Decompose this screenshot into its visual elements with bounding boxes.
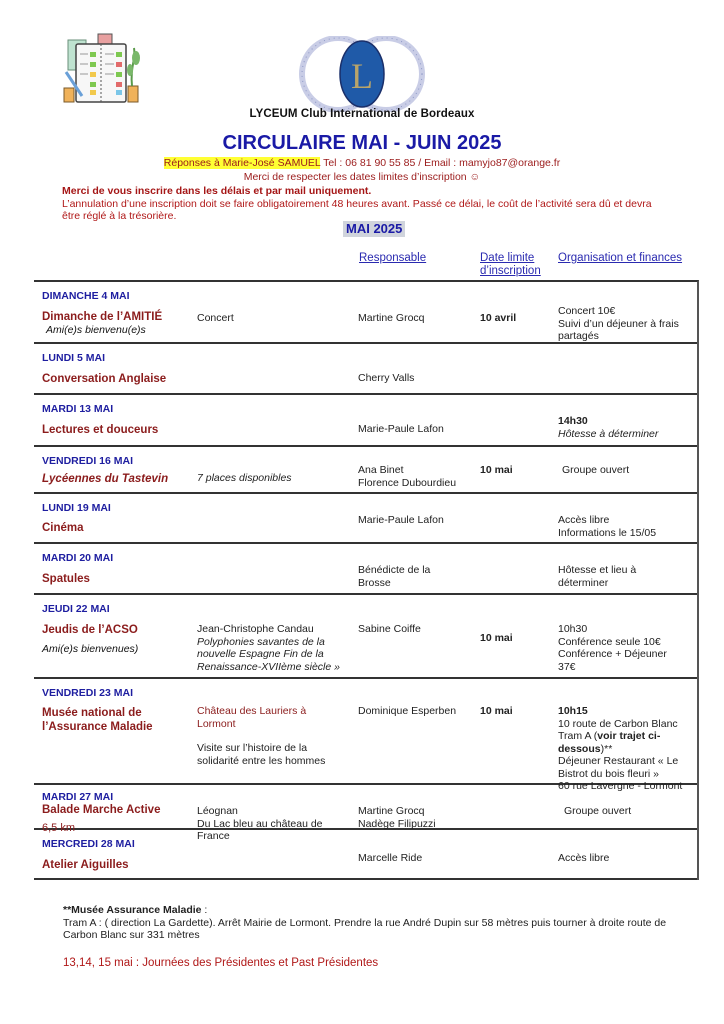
- col-header-date-limite[interactable]: Date limite d’inscription: [480, 252, 541, 277]
- event-organisation: Concert 10€ Suivi d’un déjeuner à frais partagés: [558, 305, 679, 342]
- footnote-title: **Musée Assurance Maladie: [63, 904, 202, 916]
- event-day: LUNDI 19 MAI: [42, 502, 111, 514]
- event-responsable: Dominique Esperben: [358, 705, 457, 717]
- event-activity: Musée national de l’Assurance Maladie: [42, 707, 153, 733]
- event-subtitle: Ami(e)s bienvenues): [42, 643, 139, 655]
- event-detail: 7 places disponibles: [197, 472, 292, 484]
- table-row: [34, 494, 697, 544]
- event-day: VENDREDI 16 MAI: [42, 455, 134, 467]
- event-organisation: Accès libre Informations le 15/05: [558, 514, 657, 539]
- event-activity: Dimanche de l’AMITIÉ: [42, 311, 163, 323]
- event-organisation: Groupe ouvert: [562, 464, 630, 476]
- event-activity: Atelier Aiguilles: [42, 859, 129, 871]
- event-organisation: 10h15 10 route de Carbon Blanc Tram A (voir trajet ci-dessous)** Déjeuner Restaurant « Le Bistrot du bois fleuri » 60 rue Lavergne - Lormont: [558, 705, 683, 792]
- event-responsable: Marie-Paule Lafon: [358, 514, 444, 526]
- event-organisation: 14h30 Hôtesse à déterminer: [558, 415, 659, 440]
- event-day: JEUDI 22 MAI: [42, 603, 110, 615]
- club-name: LYCEUM Club International de Bordeaux: [249, 108, 475, 120]
- table-row: [34, 785, 697, 842]
- notice: [62, 185, 672, 223]
- col-header-organisation[interactable]: Organisation et finances: [558, 252, 683, 264]
- footnote: **Musée Assurance Maladie : Tram A : ( direction La Gardette). Arrêt Mairie de Lormont. Prendre la rue André Dupin sur 58 mètres puis tourner à droite route de Carbon Blanc sur 331 mètres: [63, 904, 683, 942]
- event-date-limite: 10 avril: [480, 312, 517, 324]
- event-subtitle: Ami(e)s bienvenu(e)s: [46, 324, 146, 336]
- event-subtitle: 6,5 km: [42, 822, 76, 834]
- event-responsable: Bénédicte de la Brosse: [358, 564, 431, 589]
- table-row: [34, 282, 697, 344]
- event-date-limite: 10 mai: [480, 464, 513, 476]
- event-detail: Château des Lauriers à Lormont Visite sur l’histoire de la solidarité entre les hommes: [197, 705, 326, 767]
- contact-details[interactable]: Tel : 06 81 90 55 85 / Email : mamyjo87@orange.fr: [320, 157, 561, 169]
- event-responsable: Cherry Valls: [358, 372, 415, 384]
- event-responsable: Martine Grocq: [358, 312, 425, 324]
- event-detail: Léognan Du Lac bleu au château de France: [197, 805, 323, 842]
- event-day: DIMANCHE 4 MAI: [42, 290, 130, 302]
- table-row: [34, 679, 697, 792]
- event-activity: Spatules: [42, 573, 90, 585]
- event-responsable: Martine Grocq Nadège Filipuzzi: [358, 805, 436, 830]
- event-day: LUNDI 5 MAI: [42, 352, 105, 364]
- event-date-limite: 10 mai: [480, 705, 513, 717]
- notice-bold: Merci de vous inscrire dans les délais et par mail uniquement.: [62, 185, 372, 197]
- event-date-limite: 10 mai: [480, 632, 513, 644]
- page-title: CIRCULAIRE MAI - JUIN 2025: [222, 132, 502, 154]
- notice-text: L’annulation d’une inscription doit se faire obligatoirement 48 heures avant. Passé ce délai, le coût de l’activité sera dû et devra être réglé à la trésorière.: [62, 197, 652, 222]
- month-heading: MAI 2025: [343, 221, 405, 237]
- event-organisation: Accès libre: [558, 852, 610, 864]
- event-responsable: Marie-Paule Lafon: [358, 423, 444, 435]
- event-day: MARDI 27 MAI: [42, 791, 114, 803]
- event-detail: Concert: [197, 312, 234, 324]
- event-day: MARDI 13 MAI: [42, 403, 114, 415]
- table-row: [34, 830, 697, 880]
- event-activity: Lectures et douceurs: [42, 424, 159, 436]
- events-table: [34, 280, 699, 880]
- respect-text: Merci de respecter les dates limites d’inscription: [243, 171, 467, 183]
- event-organisation: Groupe ouvert: [564, 805, 632, 817]
- event-organisation: Hôtesse et lieu à déterminer: [558, 564, 637, 589]
- event-responsable: Marcelle Ride: [358, 852, 423, 864]
- event-day: MERCREDI 28 MAI: [42, 838, 135, 850]
- col-header-responsable[interactable]: Responsable: [359, 252, 427, 264]
- lyceum-logo: [292, 36, 432, 112]
- contact-highlight: Réponses à Marie-José SAMUEL: [163, 157, 321, 169]
- table-row: [34, 344, 697, 395]
- event-activity: Conversation Anglaise: [42, 373, 167, 385]
- respect-deadlines: [0, 171, 724, 183]
- event-activity: Balade Marche Active: [42, 804, 161, 816]
- event-responsable: Sabine Coiffe: [358, 623, 421, 635]
- event-day: VENDREDI 23 MAI: [42, 687, 134, 699]
- footnote-text: Tram A : ( direction La Gardette). Arrêt Mairie de Lormont. Prendre la rue André Dupin sur 58 mètres puis tourner à droite route de Carbon Blanc sur 331 mètres: [63, 916, 667, 941]
- event-organisation: 10h30 Conférence seule 10€ Conférence + Déjeuner 37€: [558, 623, 667, 673]
- smiley-icon: ☺: [469, 171, 481, 183]
- event-responsable: Ana Binet Florence Dubourdieu: [358, 464, 457, 489]
- journees-note: 13,14, 15 mai : Journées des Présidentes et Past Présidentes: [63, 957, 379, 969]
- table-row: [34, 395, 697, 447]
- event-detail: Jean-Christophe Candau Polyphonies savantes de la nouvelle Espagne Fin de la Renaissance-XVIIème siècle »: [197, 623, 340, 673]
- event-activity: Lycéennes du Tastevin: [42, 473, 169, 485]
- planner-illustration: [60, 28, 142, 110]
- event-activity: Cinéma: [42, 522, 84, 534]
- event-day: MARDI 20 MAI: [42, 552, 114, 564]
- table-row: [34, 447, 697, 494]
- contact-line: [0, 157, 724, 169]
- table-row: [34, 544, 697, 595]
- svg-text:L: L: [351, 56, 373, 96]
- table-row: [34, 595, 697, 679]
- event-activity: Jeudis de l’ACSO: [42, 624, 138, 636]
